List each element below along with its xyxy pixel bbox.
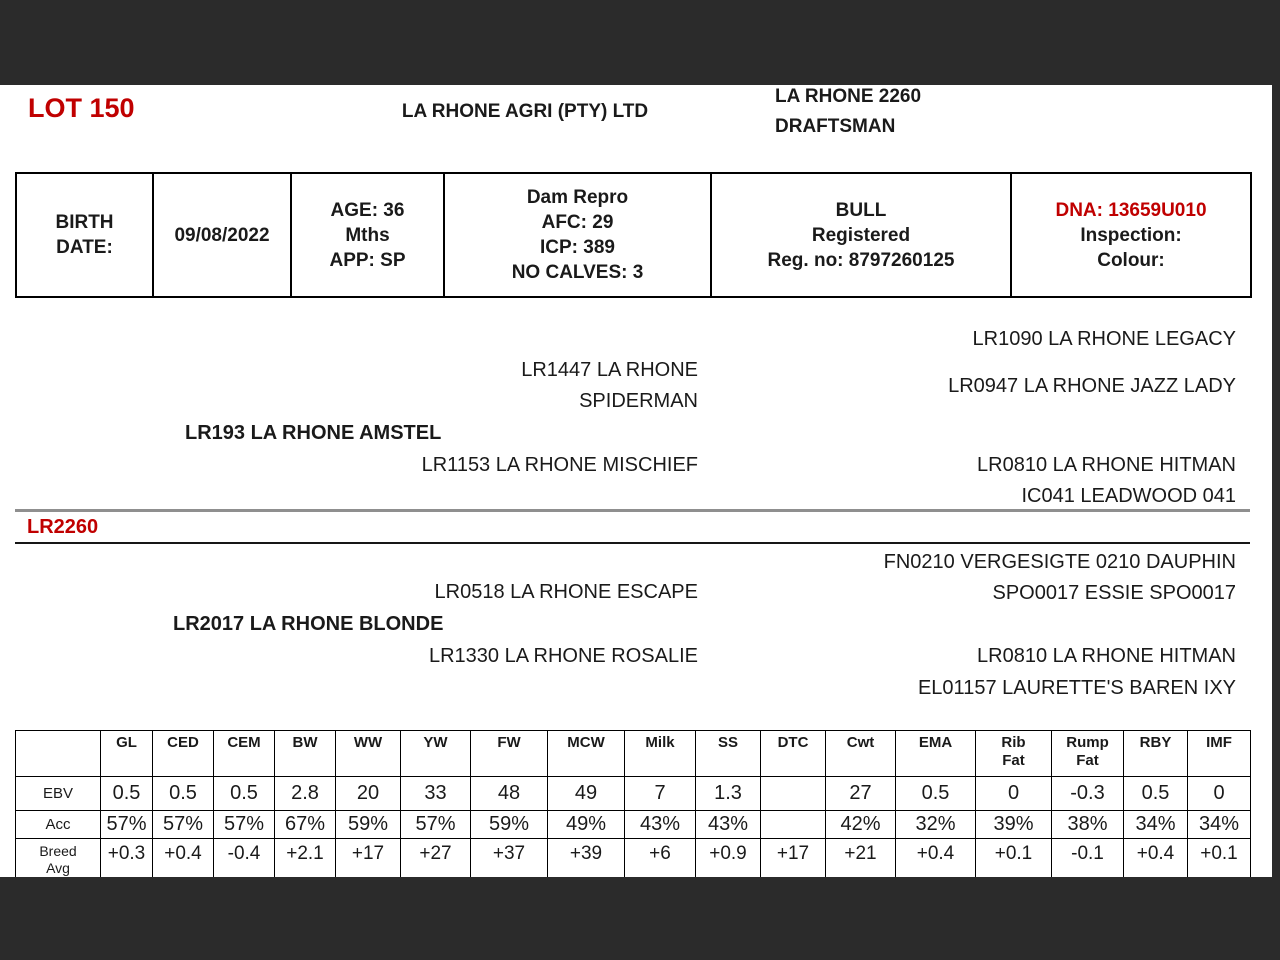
pedigree-sire-sire-dam: LR0947 LA RHONE JAZZ LADY — [948, 375, 1236, 397]
registered-line: Registered — [811, 224, 911, 246]
pedigree-dam-dam-dam: EL01157 LAURETTE'S BAREN IXY — [917, 677, 1236, 699]
dam-repro-afc: AFC: 29 — [541, 212, 614, 233]
ebv-corner-cell — [16, 731, 101, 777]
ebv-value-cell: +21 — [826, 839, 896, 878]
ebv-column-header: CEM — [214, 731, 275, 777]
ebv-value-cell: +0.9 — [696, 839, 761, 878]
ebv-value-cell — [761, 811, 826, 839]
ebv-value-cell: 0 — [976, 777, 1052, 811]
ebv-column-header: EMA — [896, 731, 976, 777]
lot-number: LOT 150 — [28, 93, 135, 123]
birth-date-label-cell — [16, 173, 153, 297]
ebv-column-header: Rib Fat — [976, 731, 1052, 777]
ebv-value-cell: 32% — [896, 811, 976, 839]
ebv-column-header: GL — [101, 731, 153, 777]
catalog-page — [0, 85, 1272, 877]
inspection-label: Inspection: — [1080, 224, 1182, 246]
ebv-value-cell: 2.8 — [275, 777, 336, 811]
pedigree-dam-sire-sire: FN0210 VERGESIGTE 0210 DAUPHIN — [883, 551, 1236, 573]
ebv-value-cell: 57% — [401, 811, 471, 839]
ebv-column-header: SS — [696, 731, 761, 777]
ebv-table-row — [16, 839, 1251, 878]
animal-name-line2: DRAFTSMAN — [775, 116, 896, 137]
ebv-table — [15, 730, 1251, 877]
ebv-value-cell: 34% — [1124, 811, 1188, 839]
birth-date-value-cell: 09/08/2022 — [153, 173, 291, 297]
animal-name — [775, 85, 921, 142]
ebv-column-header: IMF — [1188, 731, 1251, 777]
pedigree-dam-sire: LR0518 LA RHONE ESCAPE — [434, 581, 698, 603]
dam-repro-cell — [444, 173, 711, 297]
dam-repro-icp: ICP: 389 — [540, 237, 615, 258]
pedigree-sire-sire-sire: LR1090 LA RHONE LEGACY — [972, 328, 1236, 350]
ebv-column-header: WW — [336, 731, 401, 777]
ebv-value-cell: 0.5 — [153, 777, 214, 811]
age-line3: APP: SP — [329, 249, 406, 271]
dam-repro-calves: NO CALVES: 3 — [511, 262, 644, 283]
company-name: LA RHONE AGRI (PTY) LTD — [401, 101, 649, 122]
ebv-column-header: Rump Fat — [1052, 731, 1124, 777]
ebv-value-cell: 57% — [101, 811, 153, 839]
ebv-value-cell: 43% — [625, 811, 696, 839]
ebv-table-row — [16, 811, 1251, 839]
ebv-value-cell: 49% — [548, 811, 625, 839]
ebv-row-label: EBV — [16, 777, 101, 811]
ebv-value-cell: -0.1 — [1052, 839, 1124, 878]
ebv-column-header: YW — [401, 731, 471, 777]
ebv-value-cell: 20 — [336, 777, 401, 811]
ebv-value-cell: 0.5 — [896, 777, 976, 811]
ebv-value-cell: +2.1 — [275, 839, 336, 878]
pedigree-sire-dam: LR1153 LA RHONE MISCHIEF — [421, 454, 698, 476]
age-line1: AGE: 36 — [330, 199, 405, 221]
ebv-column-header: RBY — [1124, 731, 1188, 777]
ebv-value-cell: 39% — [976, 811, 1052, 839]
ebv-value-cell: +37 — [471, 839, 548, 878]
ebv-column-header: CED — [153, 731, 214, 777]
ebv-value-cell: 59% — [471, 811, 548, 839]
ebv-value-cell: 0.5 — [214, 777, 275, 811]
ebv-value-cell: 33 — [401, 777, 471, 811]
ebv-value-cell: 48 — [471, 777, 548, 811]
ebv-value-cell: 57% — [214, 811, 275, 839]
reg-no-line: Reg. no: 8797260125 — [767, 249, 955, 271]
ebv-column-header: DTC — [761, 731, 826, 777]
pedigree-sire-dam-dam: IC041 LEADWOOD 041 — [1021, 485, 1236, 507]
divider-line-top — [15, 509, 1250, 512]
ebv-value-cell: +0.3 — [101, 839, 153, 878]
info-table — [15, 172, 1252, 298]
ebv-value-cell: 0.5 — [101, 777, 153, 811]
ebv-value-cell: 43% — [696, 811, 761, 839]
ebv-column-header: Cwt — [826, 731, 896, 777]
ebv-column-header: Milk — [625, 731, 696, 777]
ebv-value-cell: 67% — [275, 811, 336, 839]
birth-label-line1: BIRTH — [55, 212, 114, 233]
ebv-value-cell: +0.4 — [1124, 839, 1188, 878]
ebv-column-header: BW — [275, 731, 336, 777]
ebv-value-cell: +0.4 — [896, 839, 976, 878]
ebv-value-cell: +0.1 — [1188, 839, 1251, 878]
ebv-value-cell: +6 — [625, 839, 696, 878]
ebv-value-cell: +17 — [761, 839, 826, 878]
pedigree-dam-dam: LR1330 LA RHONE ROSALIE — [428, 645, 698, 667]
age-cell — [291, 173, 444, 297]
ebv-value-cell: 49 — [548, 777, 625, 811]
divider-line-bottom — [15, 542, 1250, 544]
pedigree-dam-dam-sire: LR0810 LA RHONE HITMAN — [977, 645, 1236, 667]
subject-animal-id: LR2260 — [27, 516, 99, 538]
pedigree-dam-sire-dam: SPO0017 ESSIE SPO0017 — [992, 582, 1236, 604]
ebv-row-label: Acc — [16, 811, 101, 839]
ebv-value-cell: +17 — [336, 839, 401, 878]
sire-sire-line1: LR1447 LA RHONE — [521, 359, 698, 381]
sire-sire-line2: SPIDERMAN — [579, 390, 698, 412]
pedigree-sire-sire — [521, 355, 698, 417]
ebv-value-cell: +0.1 — [976, 839, 1052, 878]
ebv-value-cell: 7 — [625, 777, 696, 811]
dna-inspection-cell — [1011, 173, 1251, 297]
age-line2: Mths — [345, 224, 390, 246]
ebv-column-header: MCW — [548, 731, 625, 777]
ebv-value-cell: -0.4 — [214, 839, 275, 878]
ebv-value-cell: 34% — [1188, 811, 1251, 839]
ebv-value-cell: -0.3 — [1052, 777, 1124, 811]
ebv-value-cell: 38% — [1052, 811, 1124, 839]
ebv-value-cell: 0 — [1188, 777, 1251, 811]
ebv-table-row — [16, 777, 1251, 811]
ebv-value-cell: 57% — [153, 811, 214, 839]
dam-repro-title: Dam Repro — [526, 187, 629, 208]
ebv-value-cell: +39 — [548, 839, 625, 878]
ebv-value-cell: 42% — [826, 811, 896, 839]
ebv-value-cell — [761, 777, 826, 811]
colour-label: Colour: — [1097, 249, 1165, 271]
pedigree-dam: LR2017 LA RHONE BLONDE — [173, 613, 444, 635]
ebv-value-cell: 0.5 — [1124, 777, 1188, 811]
bull-registration-cell — [711, 173, 1011, 297]
bull-line: BULL — [835, 199, 887, 221]
ebv-value-cell: +0.4 — [153, 839, 214, 878]
animal-name-line1: LA RHONE 2260 — [775, 86, 922, 107]
birth-label-line2: DATE: — [56, 237, 113, 258]
ebv-value-cell: +27 — [401, 839, 471, 878]
dna-number: DNA: 13659U010 — [1055, 199, 1207, 221]
ebv-value-cell: 27 — [826, 777, 896, 811]
ebv-column-header: FW — [471, 731, 548, 777]
pedigree-sire: LR193 LA RHONE AMSTEL — [185, 422, 442, 444]
pedigree-sire-dam-sire: LR0810 LA RHONE HITMAN — [977, 454, 1236, 476]
ebv-value-cell: 1.3 — [696, 777, 761, 811]
ebv-row-label: Breed Avg — [16, 839, 101, 878]
ebv-value-cell: 59% — [336, 811, 401, 839]
